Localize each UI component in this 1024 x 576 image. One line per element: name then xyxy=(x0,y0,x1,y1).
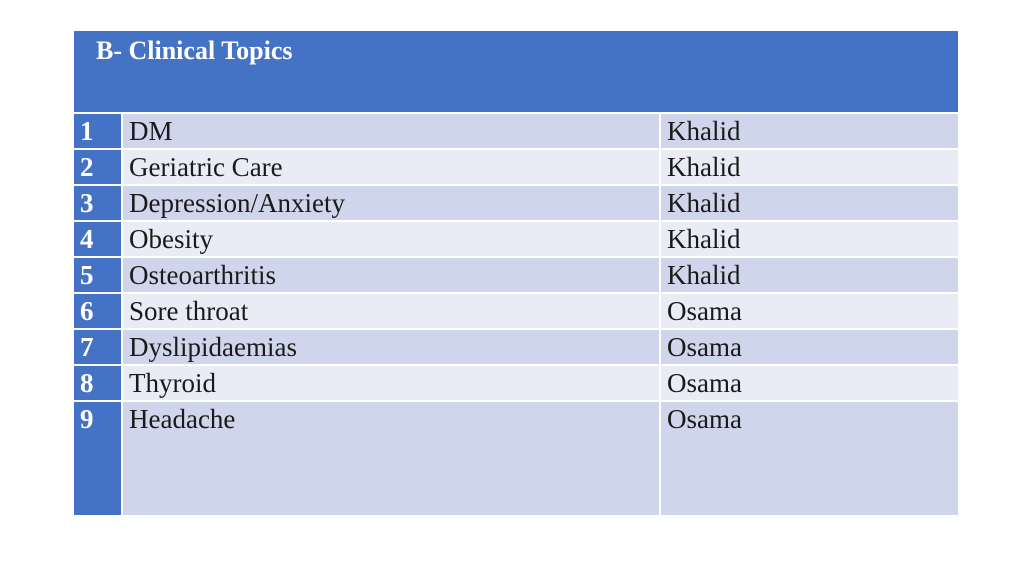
row-number: 5 xyxy=(74,258,121,292)
row-number: 1 xyxy=(74,114,121,148)
owner-cell: Khalid xyxy=(661,186,958,220)
topic-cell: DM xyxy=(123,114,659,148)
table-row xyxy=(74,222,958,256)
owner-cell: Osama xyxy=(661,294,958,328)
table-row xyxy=(74,186,958,220)
topic-cell: Obesity xyxy=(123,222,659,256)
owner-cell: Khalid xyxy=(661,114,958,148)
table-title: B- Clinical Topics xyxy=(96,36,293,65)
table-row xyxy=(74,330,958,364)
owner-cell: Osama xyxy=(661,366,958,400)
table-row xyxy=(74,402,958,515)
owner-cell: Osama xyxy=(661,402,958,515)
row-number: 7 xyxy=(74,330,121,364)
row-number: 3 xyxy=(74,186,121,220)
table-row xyxy=(74,294,958,328)
owner-cell: Khalid xyxy=(661,150,958,184)
row-number: 8 xyxy=(74,366,121,400)
row-number: 2 xyxy=(74,150,121,184)
topic-cell: Geriatric Care xyxy=(123,150,659,184)
owner-cell: Khalid xyxy=(661,258,958,292)
clinical-topics-table xyxy=(74,31,958,515)
topic-cell: Depression/Anxiety xyxy=(123,186,659,220)
row-number: 9 xyxy=(74,402,121,515)
table-row xyxy=(74,366,958,400)
owner-cell: Khalid xyxy=(661,222,958,256)
row-number: 6 xyxy=(74,294,121,328)
topic-cell: Osteoarthritis xyxy=(123,258,659,292)
topic-cell: Headache xyxy=(123,402,659,515)
topic-cell: Sore throat xyxy=(123,294,659,328)
table-body xyxy=(74,114,958,515)
table-row xyxy=(74,150,958,184)
topic-cell: Dyslipidaemias xyxy=(123,330,659,364)
row-number: 4 xyxy=(74,222,121,256)
table-header xyxy=(74,31,958,112)
topic-cell: Thyroid xyxy=(123,366,659,400)
owner-cell: Osama xyxy=(661,330,958,364)
table-row xyxy=(74,114,958,148)
table-row xyxy=(74,258,958,292)
